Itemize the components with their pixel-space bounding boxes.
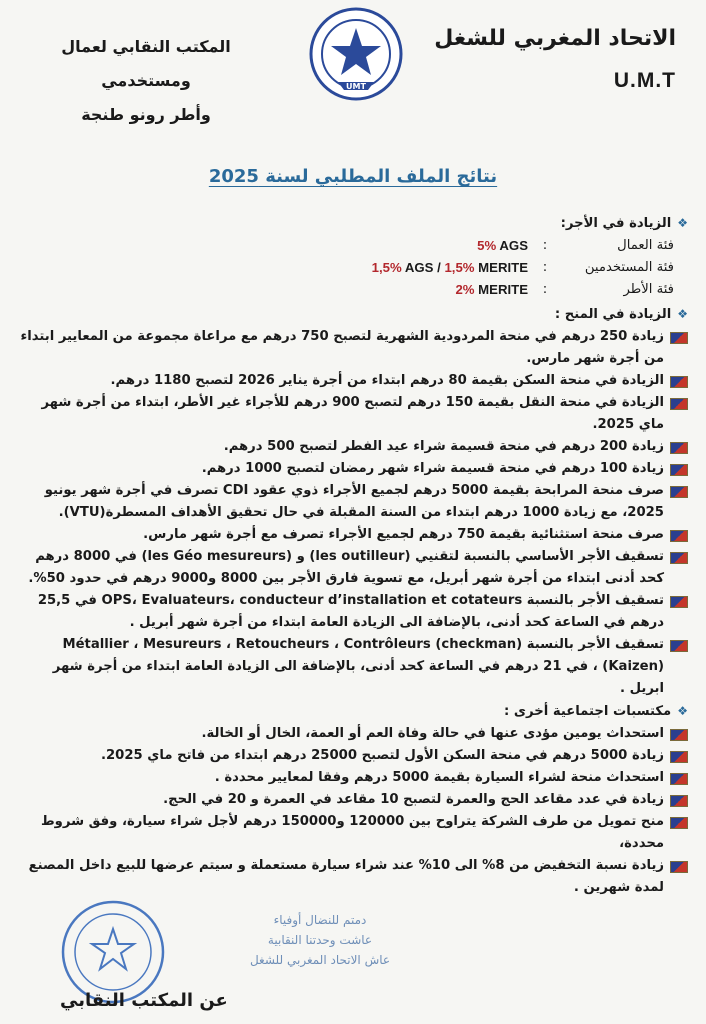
- social-item-text: منح تمويل من طرف الشركة يتراوح بين 120000 و150000 درهم لأجل شراء سيارة، وفق شروط محددة،: [40, 814, 664, 851]
- grant-item-text: صرف منحة المرابحة بقيمة 5000 درهم لجميع الأجراء ذوي عقود CDI تصرف في أجرة شهر يونيو 2025، مع زيادة 1000 درهم ابتداء من السنة المقبلة في حال تحقيق الأهداف المسطرة(VTU).: [44, 483, 664, 520]
- social-item: [16, 745, 688, 767]
- wage-value: 5% AGS: [477, 238, 528, 253]
- social-item-text: زيادة 5000 درهم في منحة السكن الأول لتصبح 25000 درهم ابتداء من فاتح ماي 2025.: [100, 748, 664, 763]
- square-bullet-icon: [670, 332, 688, 344]
- social-item-text: استحداث يومين مؤدى عنها في حالة وفاة العم أو العمة، الخال أو الخالة.: [201, 726, 664, 741]
- grant-item-text: زيادة 100 درهم في منحة قسيمة شراء شهر رمضان لتصبح 1000 درهم.: [201, 461, 664, 476]
- grant-item: [16, 546, 688, 590]
- square-bullet-icon: [670, 795, 688, 807]
- square-bullet-icon: [670, 817, 688, 829]
- wage-colon: :: [542, 260, 548, 275]
- grant-item: [16, 480, 688, 524]
- social-item: [16, 811, 688, 855]
- org-abbreviation: U.M.T: [613, 69, 676, 92]
- square-bullet-icon: [670, 486, 688, 498]
- page-title: [0, 166, 706, 187]
- grant-item: [16, 458, 688, 480]
- social-item: [16, 723, 688, 745]
- grants-section-heading: ❖الزيادة في المنح :: [554, 307, 688, 322]
- umt-logo-icon: [308, 6, 404, 102]
- wage-category-label: فئة العمال: [617, 238, 674, 253]
- logo-text: UMT: [346, 82, 366, 91]
- wage-category-label: فئة الأطر: [623, 282, 674, 297]
- wage-section-heading: ❖الزيادة في الأجر:: [560, 216, 688, 231]
- closing-line-3: عاش الاتحاد المغربي للشغل: [249, 953, 391, 967]
- grant-item: [16, 326, 688, 370]
- closing-line-2: عاشت وحدتنا النقابية: [267, 933, 373, 947]
- square-bullet-icon: [670, 464, 688, 476]
- wage-category-label: فئة المستخدمين: [584, 260, 674, 275]
- grants-list: [16, 326, 688, 700]
- wage-row: [16, 279, 688, 301]
- diamond-bullet-icon: ❖: [677, 704, 688, 718]
- grant-item-text: زيادة 200 درهم في منحة قسيمة شراء عيد الفطر لتصبح 500 درهم.: [223, 439, 664, 454]
- grant-item-text: الزيادة في منحة السكن بقيمة 80 درهم ابتداء من أجرة يناير 2026 لتصبح 1180 درهم.: [110, 373, 664, 388]
- wage-row: [16, 235, 688, 257]
- wage-colon: :: [542, 282, 548, 297]
- org-name: الاتحاد المغربي للشغل: [434, 26, 676, 51]
- wage-row: [16, 257, 688, 279]
- office-line-1: المكتب النقابي لعمال ومستخدمي: [61, 37, 231, 90]
- page-title-text: نتائج الملف المطلبي لسنة 2025: [208, 166, 498, 187]
- wage-rows: [16, 235, 688, 301]
- square-bullet-icon: [670, 398, 688, 410]
- social-item-text: زيادة نسبة التخفيض من 8% الى 10% عند شراء سيارة مستعملة و سيتم عرضها للبيع داخل المصنع لمدة شهرين .: [28, 858, 664, 895]
- social-item: [16, 767, 688, 789]
- social-item-text: استحداث منحة لشراء السيارة بقيمة 5000 درهم وفقا لمعايير محددة .: [214, 770, 664, 785]
- grant-item: [16, 590, 688, 634]
- grant-item-text: تسقيف الأجر الأساسي بالنسبة لتقنيي (les outilleur) و (les Géo mesureurs) في 8000 درهم كحد أدنى ابتداء من أجرة شهر أبريل، مع تسوية فارق الأجر بين 8000 و9000 درهم في حدود 50%.: [28, 549, 664, 586]
- document-body: [16, 212, 688, 899]
- social-item-text: زيادة في عدد مقاعد الحج والعمرة لتصبح 10 مقاعد في العمرة و 20 في الحج.: [163, 792, 664, 807]
- closing-line-1: دمتم للنضال أوفياء: [273, 913, 367, 927]
- grant-item-text: الزيادة في منحة النقل بقيمة 150 درهم لتصبح 900 درهم للأجراء غير الأطر، ابتداء من أجرة شهر ماي 2025.: [41, 395, 664, 432]
- square-bullet-icon: [670, 530, 688, 542]
- grant-item-text: زيادة 250 درهم في منحة المردودية الشهرية لتصبح 750 درهم مع مراعاة مجموعة من المعايير ابتداء من أجرة شهر مارس.: [20, 329, 664, 366]
- square-bullet-icon: [670, 729, 688, 741]
- org-header: [434, 26, 676, 93]
- office-header: [26, 30, 266, 132]
- wage-value: 1,5% AGS / 1,5% MERITE: [371, 260, 528, 275]
- grant-item: [16, 370, 688, 392]
- square-bullet-icon: [670, 442, 688, 454]
- wage-value: 2% MERITE: [455, 282, 528, 297]
- grant-item-text: تسقيف الأجر بالنسبة Métallier ، Mesureurs ، Retoucheurs ، Contrôleurs (checkman) (Kaizen) ، في 21 درهم في الساعة كحد أدنى، بالإضافة الى الزيادة العامة ابتداء من أجرة شهر ابريل .: [52, 637, 664, 696]
- signature: عن المكتب النقابي: [60, 990, 228, 1011]
- grant-item: [16, 634, 688, 700]
- diamond-bullet-icon: ❖: [677, 307, 688, 321]
- social-section-heading: ❖مكتسبات اجتماعية أخرى :: [504, 704, 688, 719]
- social-item: [16, 789, 688, 811]
- square-bullet-icon: [670, 751, 688, 763]
- social-list: [16, 723, 688, 899]
- square-bullet-icon: [670, 640, 688, 652]
- square-bullet-icon: [670, 861, 688, 873]
- square-bullet-icon: [670, 552, 688, 564]
- closing-block: [220, 910, 420, 970]
- wage-colon: :: [542, 238, 548, 253]
- square-bullet-icon: [670, 773, 688, 785]
- grant-item: [16, 392, 688, 436]
- social-item: [16, 855, 688, 899]
- grant-item: [16, 524, 688, 546]
- square-bullet-icon: [670, 376, 688, 388]
- grant-item-text: صرف منحة استثنائية بقيمة 750 درهم لجميع الأجراء تصرف مع أجرة شهر مارس.: [143, 527, 664, 542]
- office-line-2: وأطر رونو طنجة: [81, 105, 211, 124]
- square-bullet-icon: [670, 596, 688, 608]
- diamond-bullet-icon: ❖: [677, 216, 688, 230]
- grant-item-text: تسقيف الأجر بالنسبة OPS، Evaluateurs، conducteur d’installation et cotateurs في 25,5 درهم في الساعة كحد أدنى، بالإضافة الى الزيادة العامة ابتداء من أجرة شهر أبريل .: [37, 593, 664, 630]
- grant-item: [16, 436, 688, 458]
